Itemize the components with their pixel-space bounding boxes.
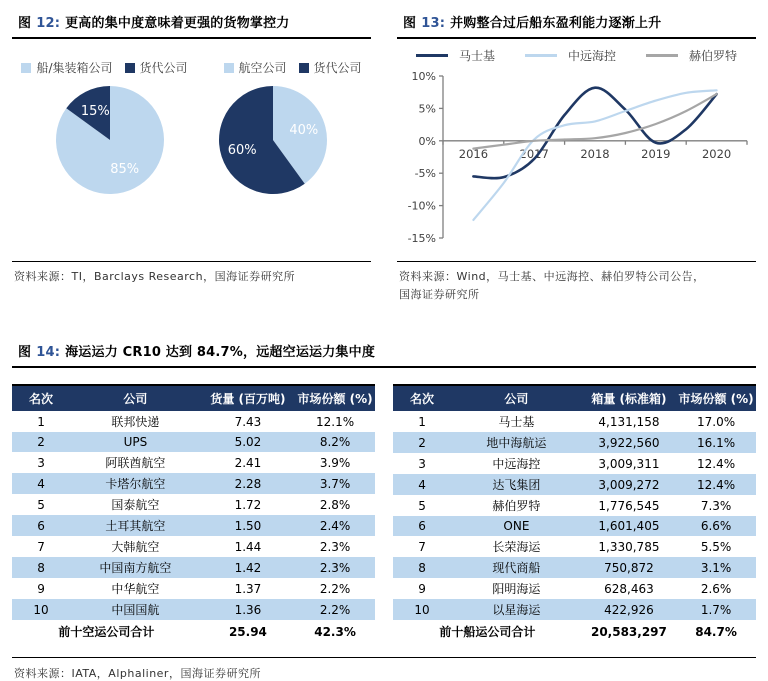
table-cell: 5: [37, 497, 45, 512]
table-cell: 628,463: [604, 581, 654, 596]
x-tick-label: 2018: [580, 146, 610, 161]
figure-13-caption: [397, 10, 756, 39]
legend-swatch-light: [224, 63, 234, 73]
table-cell: 1: [37, 414, 45, 429]
table-cell: 3.7%: [319, 476, 351, 491]
table-total-cell: 84.7%: [695, 624, 737, 639]
table-row: [12, 473, 375, 494]
table-cell: 中国国航: [111, 603, 160, 618]
table-cell: 9: [37, 581, 45, 596]
table-cell: UPS: [123, 435, 148, 450]
y-tick-label: 10%: [411, 70, 436, 83]
table-row: [12, 536, 375, 557]
table-cell: 1: [418, 414, 426, 429]
figure-13-title-text: 并购整合过后船东盈利能力逐渐上升: [450, 16, 662, 31]
pie-chart-air: [209, 82, 337, 200]
legend-line-cosco: [525, 54, 557, 57]
legend-label: 货代公司: [139, 61, 188, 75]
table-cell: 中华航空: [111, 582, 160, 597]
table-total-cell: 20,583,297: [590, 624, 667, 639]
table-cell: 中国南方航空: [99, 561, 172, 576]
table-cell: 3.9%: [319, 455, 351, 470]
table-total-cell: 前十空运公司合计: [58, 625, 155, 640]
figure-12-body: [12, 39, 371, 261]
legend-label: 马士基: [458, 49, 495, 63]
table-header-row: [12, 385, 375, 411]
figure-12-source: [12, 261, 371, 286]
legend-line-hapag: [646, 54, 678, 57]
x-tick-label: 2017: [519, 146, 549, 161]
table-cell: 1.37: [234, 581, 262, 596]
table-cell: 达飞集团: [492, 478, 541, 493]
legend-item: [21, 59, 112, 76]
table-cell: 5.02: [234, 435, 262, 450]
table-cell: 10: [33, 602, 49, 617]
source-text: 国海证券研究所: [399, 287, 480, 301]
top-figures-row: [12, 10, 756, 303]
table-row: [393, 578, 756, 599]
table-cell: 17.0%: [697, 414, 736, 429]
table-cell: 2.41: [234, 455, 262, 470]
legend-label: 货代公司: [313, 61, 362, 75]
legend-swatch-light: [21, 63, 31, 73]
legend-item: [125, 59, 188, 76]
table-row: [393, 453, 756, 474]
tables-row: [12, 384, 756, 643]
pie-legend: [12, 59, 371, 76]
x-tick-label: 2019: [641, 146, 671, 161]
table-cell: 地中海航运: [486, 436, 547, 451]
figure-13-number: 13:: [421, 16, 446, 31]
table-total-cell: 前十船运公司合计: [439, 625, 536, 640]
table-cell: ONE: [503, 519, 530, 534]
figure-12-label: 图: [18, 16, 32, 31]
table-row: [12, 599, 375, 620]
figure-13: [397, 10, 756, 303]
table-cell: 7: [37, 539, 45, 554]
table-cell: 1.50: [234, 518, 262, 533]
table-row: [12, 578, 375, 599]
table-cell: 马士基: [498, 415, 535, 430]
legend-item: [224, 59, 287, 76]
legend-item: [299, 59, 362, 76]
table-cell: 2.8%: [319, 497, 351, 512]
table-total-cell: 42.3%: [314, 624, 356, 639]
table-cell: 8: [37, 560, 45, 575]
table-cell: 12.1%: [316, 414, 355, 429]
table-cell: 1,776,545: [598, 498, 660, 513]
figure-14-source: [12, 658, 756, 681]
figure-12-number: 12:: [36, 16, 61, 31]
line-chart-profitability: [397, 66, 755, 256]
table-total-cell: 25.94: [228, 624, 267, 639]
table-total-row: [12, 620, 375, 643]
table-cell: 4: [37, 476, 45, 491]
pie-chart-shipping: [46, 82, 174, 200]
table-cell: 12.4%: [697, 477, 736, 492]
table-cell: 9: [418, 581, 426, 596]
figure-14-title-text: 海运运力 CR10 达到 84.7%，远超空运运力集中度: [65, 345, 376, 361]
line-legend: [397, 47, 756, 64]
col-header-volume: 货量 (百万吨): [201, 385, 295, 411]
col-header-teu: 箱量 (标准箱): [582, 385, 676, 411]
col-header-rank: 名次: [393, 385, 451, 411]
legend-line-maersk: [416, 54, 448, 57]
table-cell: 6.6%: [700, 519, 732, 534]
table-cell: 2.28: [234, 476, 262, 491]
pie-data-label: 40%: [289, 123, 318, 138]
table-cell: 2.6%: [700, 581, 732, 596]
legend-item: [646, 47, 737, 64]
table-cell: 422,926: [604, 602, 654, 617]
table-cell: 1,601,405: [598, 519, 660, 534]
table-cell: 4: [418, 477, 426, 492]
y-tick-label: -10%: [407, 199, 436, 213]
table-cell: 1.72: [234, 497, 262, 512]
table-cell: 5: [418, 498, 426, 513]
table-cell: 7.3%: [700, 498, 732, 513]
table-row: [12, 557, 375, 578]
table-row: [12, 432, 375, 452]
line-series-马士基: [473, 88, 716, 179]
table-cell: 以星海运: [492, 603, 541, 618]
table-cell: 2.3%: [319, 560, 351, 575]
y-tick-label: -5%: [414, 167, 436, 181]
table-cell: 2.2%: [319, 602, 351, 617]
table-cell: 现代商船: [492, 561, 541, 576]
table-cell: 1.44: [234, 539, 262, 554]
table-row: [393, 599, 756, 620]
table-cell: 750,872: [604, 560, 654, 575]
source-text: 资料来源：Wind，马士基、中远海控、赫伯罗特公司公告，: [399, 270, 705, 283]
table-cell: 土耳其航空: [105, 519, 166, 534]
col-header-share: 市场份额 (%): [295, 385, 375, 411]
table-cell: 阿联酋航空: [105, 456, 166, 471]
y-tick-label: 5%: [418, 102, 436, 116]
figure-13-body: [397, 39, 756, 261]
table-cell: 大韩航空: [111, 540, 160, 555]
table-cell: 8: [418, 560, 426, 575]
table-cell: 1,330,785: [598, 539, 660, 554]
figure-14: [12, 339, 756, 643]
table-cell: 2: [37, 435, 45, 450]
table-row: [12, 452, 375, 473]
table-row: [393, 536, 756, 557]
table-cell: 10: [414, 602, 430, 617]
table-row: [393, 557, 756, 578]
figure-13-label: 图: [403, 16, 417, 31]
table-cell: 6: [418, 519, 426, 534]
figure-13-source: [397, 261, 756, 303]
col-header-company: 公司: [451, 385, 582, 411]
table-cell: 16.1%: [697, 435, 736, 450]
pie-data-label: 85%: [110, 161, 140, 177]
table-cell: 12.4%: [697, 456, 736, 471]
table-cell: 国泰航空: [111, 498, 160, 513]
col-header-rank: 名次: [12, 385, 70, 411]
table-cell: 4,131,158: [598, 414, 660, 429]
figure-14-number: 14:: [36, 345, 61, 361]
table-cell: 卡塔尔航空: [105, 477, 166, 492]
table-row: [12, 494, 375, 515]
legend-swatch-navy: [125, 63, 135, 73]
legend-label: 中远海控: [567, 49, 616, 63]
legend-label: 航空公司: [238, 61, 287, 75]
table-row: [12, 515, 375, 536]
y-tick-label: -15%: [407, 232, 436, 245]
table-cell: 长荣海运: [492, 540, 541, 555]
container-shipping-table: [393, 384, 756, 643]
table-cell: 2.3%: [319, 539, 351, 554]
table-cell: 2.4%: [319, 518, 351, 533]
source-text: 资料来源：TI，Barclays Research，国海证券研究所: [14, 270, 296, 283]
table-cell: 3: [418, 456, 426, 471]
table-cell: 8.2%: [319, 435, 351, 450]
table-cell: 3: [37, 455, 45, 470]
table-cell: 3.1%: [700, 560, 732, 575]
table-cell: 1.7%: [700, 602, 732, 617]
y-tick-label: 0%: [418, 134, 436, 148]
figure-14-label: 图: [18, 345, 32, 361]
table-cell: 阳明海运: [492, 582, 541, 597]
legend-item: [416, 47, 495, 64]
table-total-row: [393, 620, 756, 643]
table-cell: 赫伯罗特: [492, 499, 541, 514]
table-header-row: [393, 385, 756, 411]
table-row: [393, 432, 756, 453]
col-header-share: 市场份额 (%): [676, 385, 756, 411]
pie-data-label: 60%: [227, 143, 257, 158]
table-cell: 7: [418, 539, 426, 554]
table-cell: 中远海控: [492, 457, 541, 472]
x-tick-label: 2020: [701, 146, 732, 161]
table-cell: 联邦快递: [111, 415, 160, 430]
table-row: [393, 516, 756, 536]
figure-12-caption: [12, 10, 371, 39]
table-cell: 6: [37, 518, 45, 533]
table-row: [12, 411, 375, 432]
legend-label: 赫伯罗特: [689, 49, 738, 63]
table-cell: 1.42: [234, 560, 262, 575]
figure-12: [12, 10, 371, 286]
table-cell: 7.43: [234, 414, 262, 429]
x-tick-label: 2016: [458, 146, 489, 161]
table-cell: 1.36: [234, 602, 262, 617]
air-cargo-table: [12, 384, 375, 643]
figure-12-title-text: 更高的集中度意味着更强的货物掌控力: [65, 16, 290, 31]
legend-label: 船/集装箱公司: [36, 61, 113, 75]
table-cell: 5.5%: [700, 539, 732, 554]
table-cell: 2.2%: [319, 581, 351, 596]
source-text: 资料来源：IATA，Alphaliner，国海证券研究所: [14, 667, 261, 681]
table-row: [393, 411, 756, 432]
table-row: [393, 474, 756, 495]
table-cell: 3,922,560: [598, 435, 660, 450]
table-cell: 2: [418, 435, 426, 450]
legend-item: [525, 47, 616, 64]
col-header-company: 公司: [70, 385, 201, 411]
pie-charts-row: [12, 82, 371, 200]
figure-14-caption: [12, 339, 756, 368]
pie-data-label: 15%: [81, 104, 111, 120]
table-cell: 3,009,272: [598, 477, 660, 492]
table-cell: 3,009,311: [598, 456, 660, 471]
legend-swatch-navy: [299, 63, 309, 73]
table-row: [393, 495, 756, 516]
